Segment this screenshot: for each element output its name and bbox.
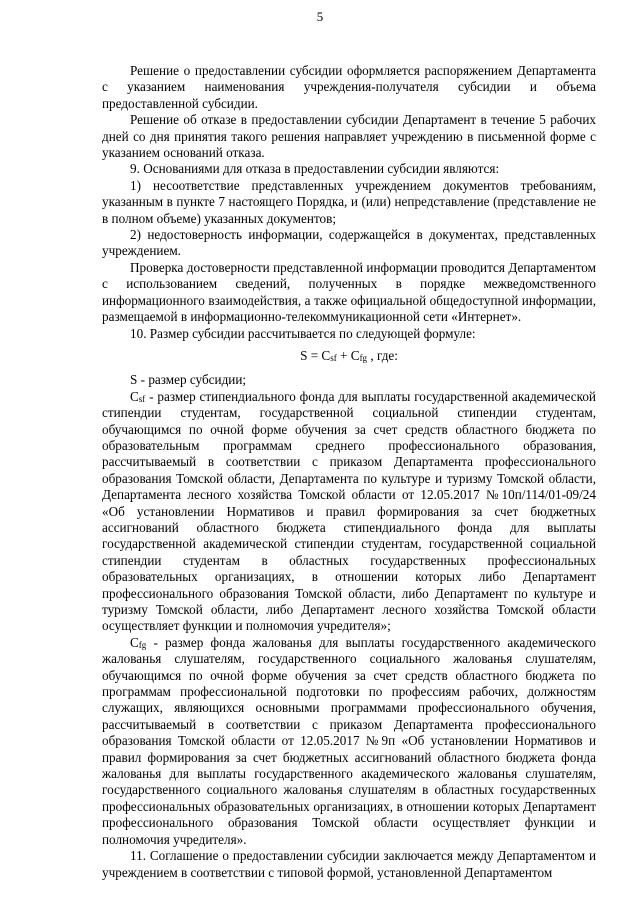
- csf-symbol: C: [130, 388, 139, 404]
- paragraph-csf-definition: [102, 389, 596, 635]
- formula-sub-fg: fg: [359, 352, 368, 363]
- paragraph-ground-2: 2) недостоверность информации, содержащейся в документах, представленных учреждением.: [102, 227, 596, 259]
- paragraph-verification: Проверка достоверности представленной информации проводится Департаментом с использованием сведений, полученных в порядке межведомственного информационного взаимодействия, а также официальной общедоступной информации, размещаемой в информационно-телекоммуникационной сети «Интернет».: [102, 259, 596, 325]
- paragraph-decision: Решение о предоставлении субсидии оформляется распоряжением Департамента с указанием наименования учреждения-получателя субсидии и объема предоставленной субсидии.: [102, 63, 596, 111]
- cfg-text: - размер фонда жалованья для выплаты государственного академического жалованья слушателям, государственного социального жалованья слушателям, обучающимся по очной форме обучения за счет средств областного бюджета по программам профессиональной подготовки по профессиям рабочих, должностям служащих, являющихся основными программами профессионального обучения, рассчитываемый в соответствии с приказом Департамента профессионального образования Томской области от 12.05.2017 №9п «Об установлении Нормативов и правил формирования за счет бюджетных ассигнований областного бюджета фонда жалованья для выплаты государственного академического жалованья слушателям, государственного социального жалованья слушателям в областных государственных профессиональных образовательных организациях, в отношении которых Департамент профессионального образования Томской области осуществляет функции и полномочия учредителя».: [102, 634, 596, 847]
- formula-sub-sf: sf: [330, 352, 337, 363]
- paragraph-s-definition: S - размер субсидии;: [130, 372, 247, 388]
- csf-subscript: sf: [138, 393, 146, 404]
- cfg-subscript: fg: [138, 639, 147, 650]
- page-number: 5: [316, 9, 324, 24]
- formula-plus: + C: [336, 347, 360, 363]
- paragraph-ground-1: 1) несоответствие представленных учреждением документов требованиям, указанным в пункте 7 настоящего Порядка, и (или) непредставление (представление не в полном объеме) указанных документов;: [102, 177, 596, 226]
- paragraph-cfg-definition: [102, 635, 596, 848]
- paragraph-grounds-heading: 9. Основаниями для отказа в предоставлении субсидии являются:: [130, 161, 500, 177]
- formula: [102, 348, 596, 364]
- formula-tail: , где:: [367, 347, 398, 363]
- paragraph-formula-intro: 10. Размер субсидии рассчитывается по следующей формуле:: [130, 325, 476, 341]
- formula-s: S = C: [300, 347, 331, 363]
- cfg-symbol: C: [130, 634, 139, 650]
- document-body: [102, 63, 596, 881]
- paragraph-agreement: 11. Соглашение о предоставлении субсидии заключается между Департаментом и учреждением в соответствии с типовой формой, установленной Департаментом: [102, 848, 596, 880]
- csf-text: - размер стипендиального фонда для выплаты государственной академической стипендии студентам, государственной социальной стипендии студентам, обучающимся по очной форме обучения за счет средств областного бюджета по образовательным программам среднего профессионального образования, рассчитываемый в соответствии с приказом Департамента профессионального образования Томской области, Департамента по культуре и туризму Томской области, Департамента лесного хозяйства Томской области от 12.05.2017 №10п/114/01-09/24 «Об установлении Нормативов и правил формирования за счет бюджетных ассигнований областного бюджета стипендиального фонда для выплаты государственной академической стипендии студентам, государственной социальной стипендии студентам в областных государственных профессиональных образовательных организациях, в отношении которых либо Департамент профессионального образования Томской области, либо Департамент по культуре и туризму Томской области, либо Департамент лесного хозяйства Томской области осуществляет функции и полномочия учредителя»;: [102, 388, 596, 634]
- paragraph-refusal: Решение об отказе в предоставлении субсидии Департамент в течение 5 рабочих дней со дня принятия такого решения направляет учреждению в письменной форме с указанием оснований отказа.: [102, 112, 596, 161]
